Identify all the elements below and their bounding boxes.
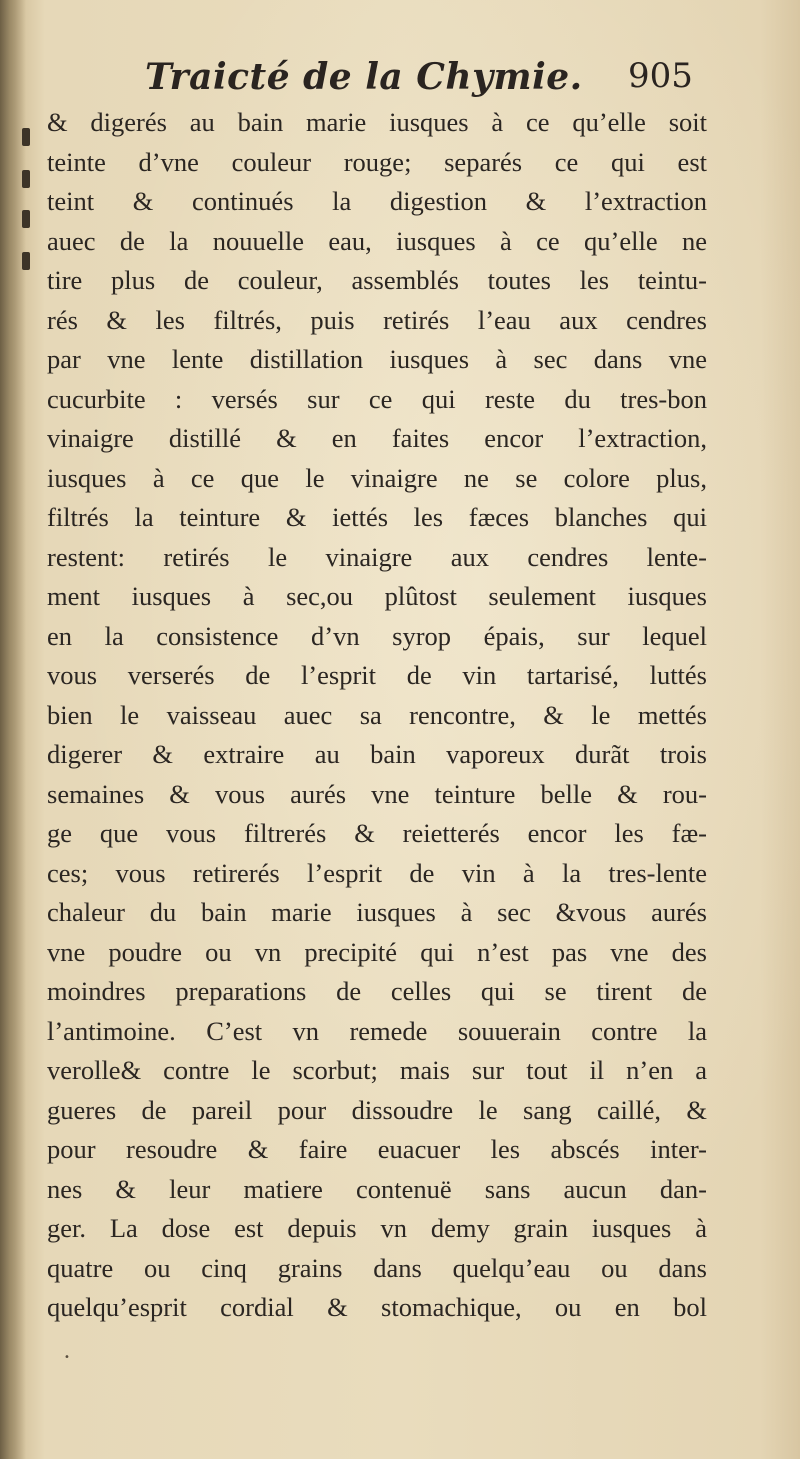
text-line: chaleur du bain marie iusques à sec &vous aurés [47, 897, 707, 927]
text-line: vous verserés de l’esprit de vin tartarisé, luttés [47, 660, 707, 690]
text-line: ment iusques à sec,ou plûtost seulement iusques [47, 581, 707, 611]
text-line: pour resoudre & faire euacuer les abscés inter- [47, 1134, 707, 1164]
text-line: & digerés au bain marie iusques à ce qu’elle soit [47, 107, 707, 137]
edge-ink-mark [22, 252, 30, 270]
text-line: vne poudre ou vn precipité qui n’est pas vne des [47, 936, 707, 967]
text-line: teint & continués la digestion & l’extraction [47, 186, 707, 216]
text-line: cucurbite : versés sur ce qui reste du tres-bon [47, 383, 707, 414]
text-line: ger. La dose est depuis vn demy grain iusques à [47, 1213, 707, 1243]
text-line: digerer & extraire au bain vaporeux durãt trois [47, 739, 707, 769]
text-line: quelqu’esprit cordial & stomachique, ou en bol [47, 1292, 707, 1322]
text-line: quatre ou cinq grains dans quelqu’eau ou dans [47, 1252, 707, 1283]
text-line: ge que vous filtrerés & reietterés encor les fæ- [47, 818, 707, 848]
text-line: l’antimoine. C’est vn remede souuerain contre la [47, 1015, 707, 1046]
text-line: en la consistence d’vn syrop épais, sur lequel [47, 620, 707, 651]
text-line: bien le vaisseau auec sa rencontre, & le mettés [47, 699, 707, 730]
text-line: teinte d’vne couleur rouge; separés ce qui est [47, 146, 707, 177]
page-number: 905 [628, 56, 693, 96]
text-line: gueres de pareil pour dissoudre le sang caillé, & [47, 1094, 707, 1125]
body-text [47, 103, 707, 1328]
text-line: iusques à ce que le vinaigre ne se colore plus, [47, 462, 707, 493]
text-line: nes & leur matiere contenuë sans aucun dan- [47, 1173, 707, 1204]
printer-mark-dot: • [64, 1352, 70, 1363]
text-line: auec de la nouuelle eau, iusques à ce qu’elle ne [47, 225, 707, 256]
text-line: par vne lente distillation iusques à sec dans vne [47, 344, 707, 374]
text-line: restent: retirés le vinaigre aux cendres lente- [47, 541, 707, 572]
edge-ink-mark [22, 170, 30, 188]
text-line: moindres preparations de celles qui se tirent de [47, 976, 707, 1006]
edge-ink-mark [22, 210, 30, 228]
running-title: Traicté de la Chymie. [145, 56, 583, 98]
text-line: vinaigre distillé & en faites encor l’extraction, [47, 423, 707, 453]
text-line: ces; vous retirerés l’esprit de vin à la tres-lente [47, 857, 707, 888]
text-line: rés & les filtrés, puis retirés l’eau aux cendres [47, 304, 707, 335]
text-line: tire plus de couleur, assemblés toutes les teintu- [47, 265, 707, 295]
text-line: semaines & vous aurés vne teinture belle & rou- [47, 778, 707, 809]
edge-ink-mark [22, 128, 30, 146]
text-line: filtrés la teinture & iettés les fæces blanches qui [47, 502, 707, 532]
text-line: verolle& contre le scorbut; mais sur tout il n’en a [47, 1055, 707, 1085]
